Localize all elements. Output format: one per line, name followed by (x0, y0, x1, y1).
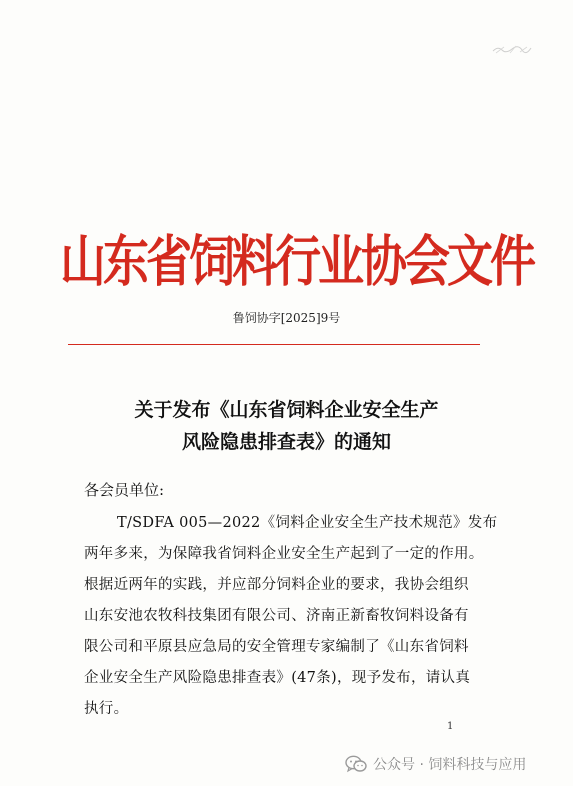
body-line-2: 两年多来，为保障我省饲料企业安全生产起到了一定的作用。 (84, 546, 484, 562)
body-line-6: 企业安全生产风险隐患排查表》(47条)，现予发布，请认真 (84, 670, 471, 686)
salutation: 各会员单位: (84, 481, 165, 499)
notice-title-line-2: 风险隐患排查表》的通知 (181, 431, 391, 453)
body-line-7: 执行。 (84, 701, 129, 717)
watermark-text: 公众号 · 饲料科技与应用 (373, 757, 527, 773)
body-line-4: 山东安池农牧科技集团有限公司、济南正新畜牧饲料设备有 (84, 608, 469, 624)
scan-artifact-icon (492, 44, 532, 54)
document-number: 鲁饲协字[2025]9号 (232, 311, 341, 325)
page-number: 1 (447, 721, 454, 732)
body-line-3: 根据近两年的实践，并应部分饲料企业的要求，我协会组织 (84, 577, 469, 593)
notice-title-line-1: 关于发布《山东省饲料企业安全生产 (134, 399, 439, 421)
wechat-icon (345, 755, 367, 773)
masthead-title: 山东省饲料行业协会文件 (60, 228, 533, 294)
body-line-5: 限公司和平原县应急局的安全管理专家编制了《山东省饲料 (84, 639, 469, 655)
red-divider-rule (68, 344, 480, 345)
body-line-1: T/SDFA 005—2022《饲料企业安全生产技术规范》发布 (117, 515, 498, 531)
wechat-watermark (345, 753, 526, 775)
